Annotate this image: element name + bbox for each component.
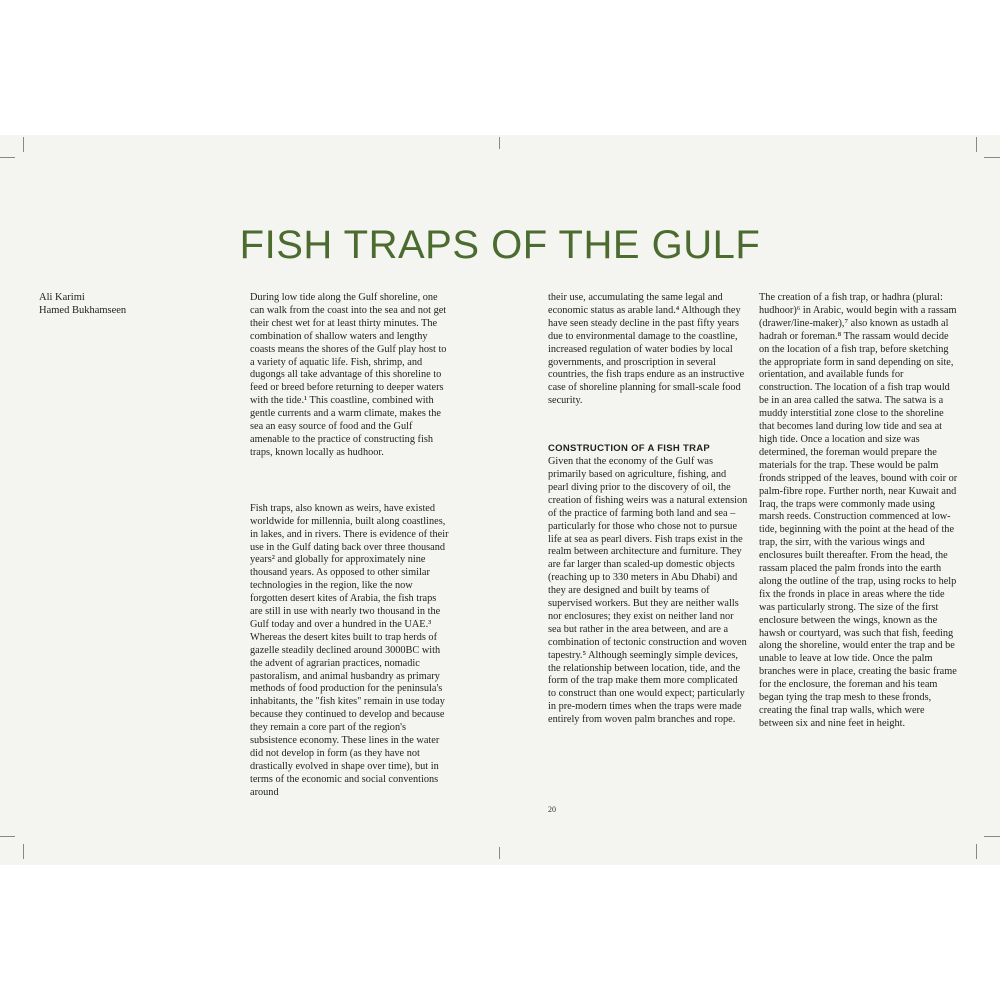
body-paragraph: their use, accumulating the same legal and economic status as arable land.⁴ Although they have seen steady decline in the past fifty years due to environmental damage to the coastline, increased regulation of water bodies by local governments, and proscription in several countries, the fish traps endure as an instructive case of shoreline planning for small-scale food security. — [548, 292, 745, 407]
crop-mark — [976, 137, 977, 152]
text-column-2 — [548, 292, 748, 727]
text-column-3 — [759, 292, 959, 731]
crop-mark — [984, 157, 1000, 158]
crop-mark — [499, 847, 500, 859]
crop-mark — [0, 157, 15, 158]
author-name: Hamed Bukhamseen — [39, 305, 127, 316]
article-title: FISH TRAPS OF THE GULF — [239, 223, 761, 267]
book-spread — [0, 135, 1000, 865]
section-heading: CONSTRUCTION OF A FISH TRAP — [548, 443, 711, 455]
crop-mark — [23, 137, 24, 152]
body-paragraph: Fish traps, also known as weirs, have existed worldwide for millennia, built along coastlines, in lakes, and in rivers. There is evidence of their use in the Gulf dating back over three thousand years² and globally for approximately nine thousand years. As opposed to other similar technologies in the region, like the now forgotten desert kites of Arabia, the fish traps are still in use with nearly two thousand in the Gulf today and over a hundred in the UAE.³ Whereas the desert kites built to trap herds of gazelle steadily declined around 3000BC with the advent of agrarian practices, nomadic pastoralism, and animal husbandry as primary methods of food production for the peninsula's inhabitants, the "fish kites" remain in use today because they continued to develop and because they remain a core part of the region's subsistence economy. These lines in the water did not develop in form (as they have not drastically evolved in shape over time), but in terms of the economic and social conventions around — [250, 502, 449, 798]
body-paragraph: Given that the economy of the Gulf was primarily based on agriculture, fishing, and pearl diving prior to the discovery of oil, the creation of fishing weirs was a natural extension of the practice of farming both land and sea – particularly for those who chose not to pursue life at sea as pearl divers. Fish traps exist in the realm between architecture and furniture. They are far larger than scaled-up domestic objects (reaching up to 330 meters in Abu Dhabi) and they are designed and built by teams of supervised workers. But they are neither walls nor enclosures; they exist on neither land nor sea but rather in the area between, and are a combination of tectonic construction and woven tapestry.⁵ Although seemingly simple devices, the relationship between location, tide, and the form of the trap make them more complicated to construct than one would expect; particularly in pre-modern times when the traps were made entirely from woven palm branches and rope. — [548, 456, 748, 726]
author-list — [39, 291, 126, 317]
author-name: Ali Karimi — [39, 292, 85, 303]
text-column-1 — [250, 292, 450, 800]
crop-mark — [23, 844, 24, 859]
crop-mark — [499, 137, 500, 149]
crop-mark — [976, 844, 977, 859]
crop-mark — [984, 836, 1000, 837]
body-paragraph: During low tide along the Gulf shoreline, one can walk from the coast into the sea and not get their chest wet for at least thirty minutes. The combination of shallow waters and lengthy coasts means the shores of the Gulf play host to a variety of aquatic life. Fish, shrimp, and dugongs all take advantage of this shoreline to feed or breed before returning to deeper waters with the tide.¹ This coastline, combined with gentle currents and a warm climate, makes the sea an easy source of food and the Gulf amenable to the practice of constructing fish traps, known locally as hudhoor. — [250, 292, 447, 458]
crop-mark — [0, 836, 15, 837]
page-number: 20 — [548, 805, 556, 814]
body-paragraph: The creation of a fish trap, or hadhra (plural: hudhoor)⁶ in Arabic, would begin with a rassam (drawer/line-maker),⁷ also known as ustadh al hadrah or foreman.⁸ The rassam would decide on the location of a fish trap, before sketching the appropriate form in sand depending on site, orientation, and available funds for construction. The location of a fish trap would be in an area called the satwa. The satwa is a muddy interstitial zone close to the shoreline that becomes land during low tide and sea at high tide. Once a location and size was determined, the foreman would prepare the materials for the trap. These would be palm fronds stripped of the leaves, bound with coir or palm-fibre rope. Further north, near Kuwait and Iraq, the traps were commonly made using marsh reeds. Construction commenced at low-tide, beginning with the point at the head of the trap, the sirr, with the various wings and enclosures built thereafter. From the head, the rassam placed the palm fronds into the earth along the outline of the trap, using rocks to help fix the fronds in place in areas where the tide was particularly strong. The size of the first enclosure between the wings, known as the hawsh or courtyard, was such that fish, feeding along the shoreline, would enter the trap and be unable to leave at low tide. Once the palm branches were in place, creating the basic frame for the enclosure, the foreman and his team began tying the trap mesh to these fronds, creating the final trap walls, which were between six and nine feet in height. — [759, 292, 958, 729]
